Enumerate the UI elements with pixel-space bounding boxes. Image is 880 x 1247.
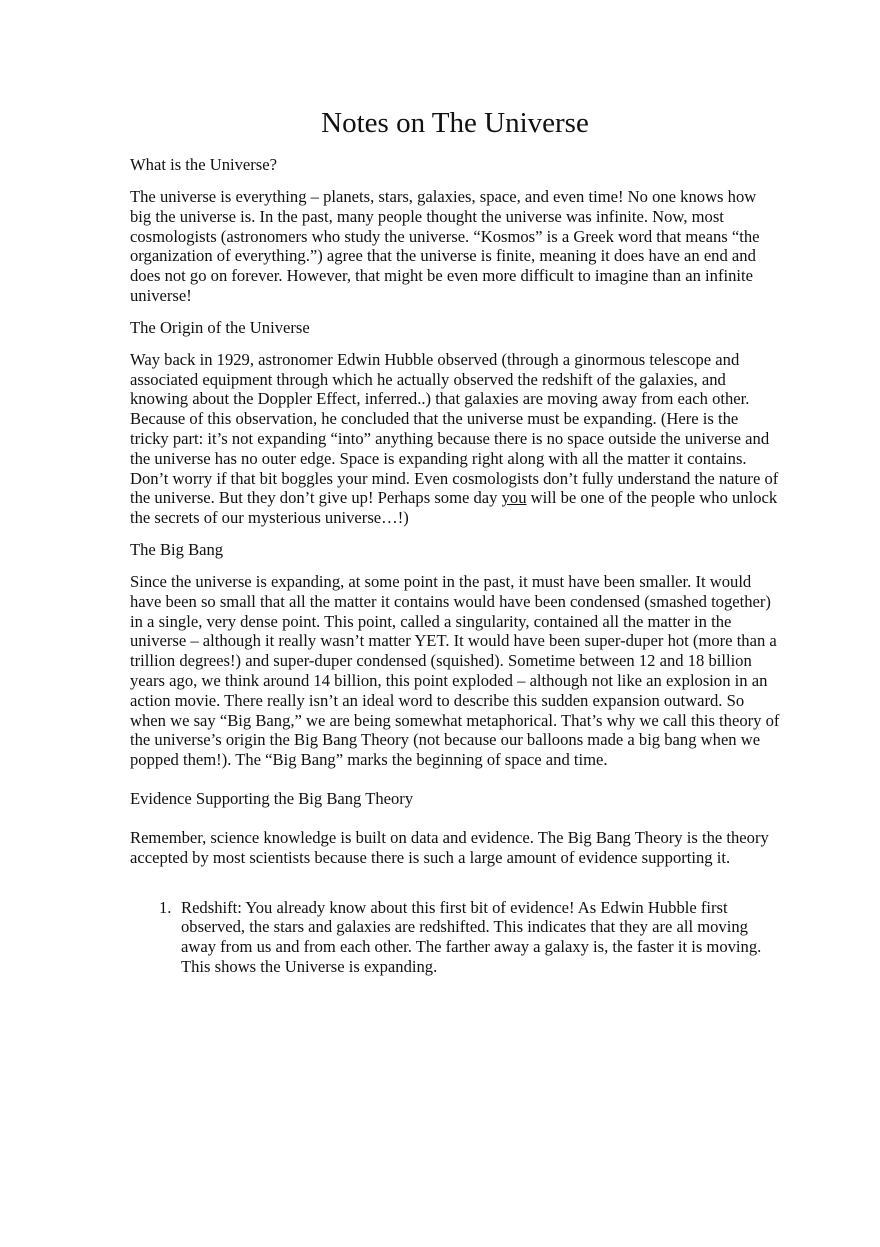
- section-heading-what-is-universe: What is the Universe?: [130, 155, 277, 174]
- origin-text-part-1: Way back in 1929, astronomer Edwin Hubble observed (through a ginormous telescope and associated equipment through which he actually observed the redshift of the galaxies, and knowing about the Doppler Effect, inferred..) that galaxies are moving away from each other. Because of this observation, he concluded that the universe must be expanding. (Here is the tricky part: it’s not expanding “into” anything because there is no space outside the universe and the universe has no outer edge. Space is expanding right along with all the matter it contains. Don’t worry if that bit boggles your mind. Even cosmologists don’t fully understand the nature of the universe. But they don’t give up! Perhaps some day: [130, 349, 779, 508]
- section-paragraph-what-is-universe: The universe is everything – planets, stars, galaxies, space, and even time! No one knows how big the universe is. In the past, many people thought the universe was infinite. Now, most cosmologists (astronomers who study the universe. “Kosmos” is a Greek word that means “the organization of everything.”) agree that the universe is finite, meaning it does have an end and does not go on forever. However, that might be even more difficult to imagine than an infinite universe!: [130, 187, 760, 305]
- document-page: [130, 104, 780, 977]
- origin-text-part-2: will be one of the people who unlock the secrets of our mysterious universe…!): [130, 488, 778, 528]
- list-item: [130, 898, 780, 977]
- section-paragraph-big-bang: Since the universe is expanding, at some point in the past, it must have been smaller. It would have been so small that all the matter it contains would have been condensed (smashed together) in a single, very dense point. This point, called a singularity, contained all the matter in the universe – although it really wasn’t matter YET. It would have been super-duper hot (more than a trillion degrees!) and super-duper condensed (squished). Sometime between 12 and 18 billion years ago, we think around 14 billion, this point exploded – although not like an explosion in an action movie. There really isn’t an ideal word to describe this sudden expansion outward. So when we say “Big Bang,” we are being somewhat metaphorical. That’s why we call this theory of the universe’s origin the Big Bang Theory (not because our balloons made a big bang when we popped them!). The “Big Bang” marks the beginning of space and time.: [130, 571, 780, 770]
- section-heading-evidence: Evidence Supporting the Big Bang Theory: [130, 788, 414, 808]
- list-item-number: 1.: [159, 897, 172, 917]
- page-title: Notes on The Universe: [321, 107, 589, 139]
- evidence-list: [130, 898, 780, 977]
- section-paragraph-origin: [130, 350, 780, 528]
- underlined-word-you: you: [501, 488, 527, 508]
- section-paragraph-evidence: Remember, science knowledge is built on data and evidence. The Big Bang Theory is the theory accepted by most scientists because there is such a large amount of evidence supporting it.: [130, 827, 769, 867]
- section-heading-origin: The Origin of the Universe: [130, 317, 310, 337]
- list-item-text: Redshift: You already know about this first bit of evidence! As Edwin Hubble first observed, the stars and galaxies are redshifted. This indicates that they are all moving away from us and from each other. The farther away a galaxy is, the faster it is moving. This shows the Universe is expanding.: [181, 897, 762, 976]
- section-heading-big-bang: The Big Bang: [130, 539, 224, 559]
